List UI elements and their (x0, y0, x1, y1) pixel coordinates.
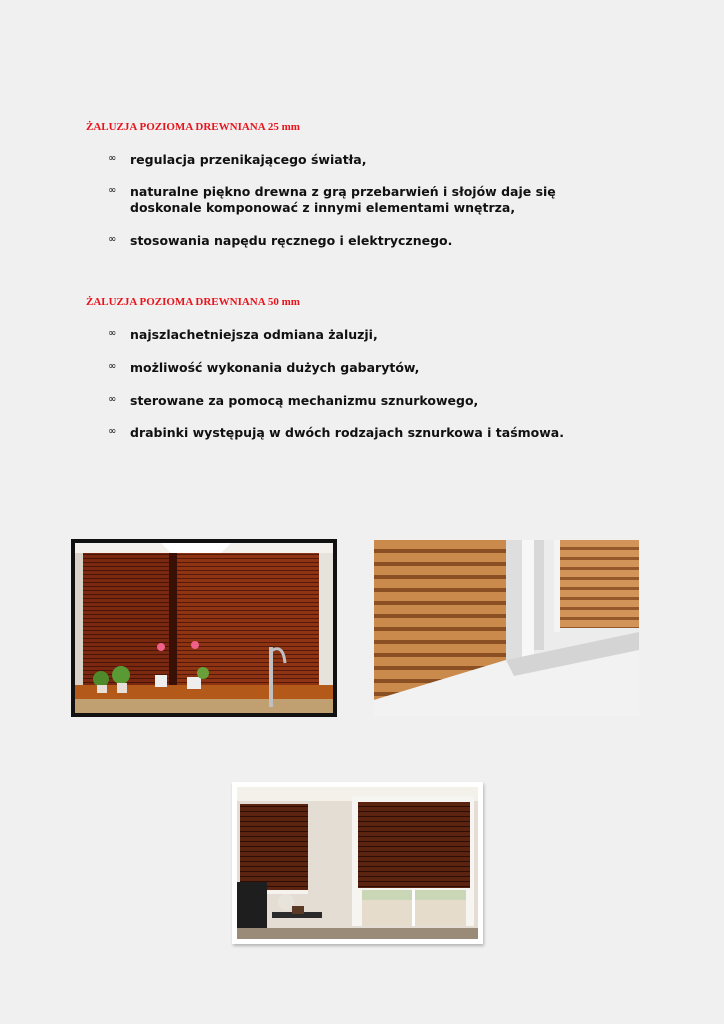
list-item-text: możliwość wykonania dużych gabarytów, (130, 360, 420, 375)
list-item-text: naturalne piękno drewna z grą przebarwień i słojów daje się doskonale komponować z innymi elementami wnętrza, (130, 184, 556, 215)
list-item-text: drabinki występują w dwóch rodzajach sznurkowa i taśmowa. (130, 425, 564, 440)
photo-corner-room-blinds (71, 539, 337, 717)
list-item-text: najszlachetniejsza odmiana żaluzji, (130, 327, 378, 342)
bullet-icon: ∞ (108, 234, 117, 245)
photo-light-wood-blinds (374, 540, 639, 716)
list-item-text: regulacja przenikającego światła, (130, 152, 367, 167)
bullet-icon: ∞ (108, 328, 117, 339)
bullet-icon: ∞ (108, 185, 117, 196)
bullet-icon: ∞ (108, 426, 117, 437)
list-item-text: stosowania napędu ręcznego i elektrycznego. (130, 233, 453, 248)
photo-living-room-blinds (232, 782, 483, 944)
list-item-text: sterowane za pomocą mechanizmu sznurkowego, (130, 393, 479, 408)
section2-heading: ŻALUZJA POZIOMA DREWNIANA 50 mm (86, 296, 300, 308)
bullet-icon: ∞ (108, 394, 117, 405)
section1-heading: ŻALUZJA POZIOMA DREWNIANA 25 mm (86, 121, 300, 133)
bullet-icon: ∞ (108, 361, 117, 372)
bullet-icon: ∞ (108, 153, 117, 164)
